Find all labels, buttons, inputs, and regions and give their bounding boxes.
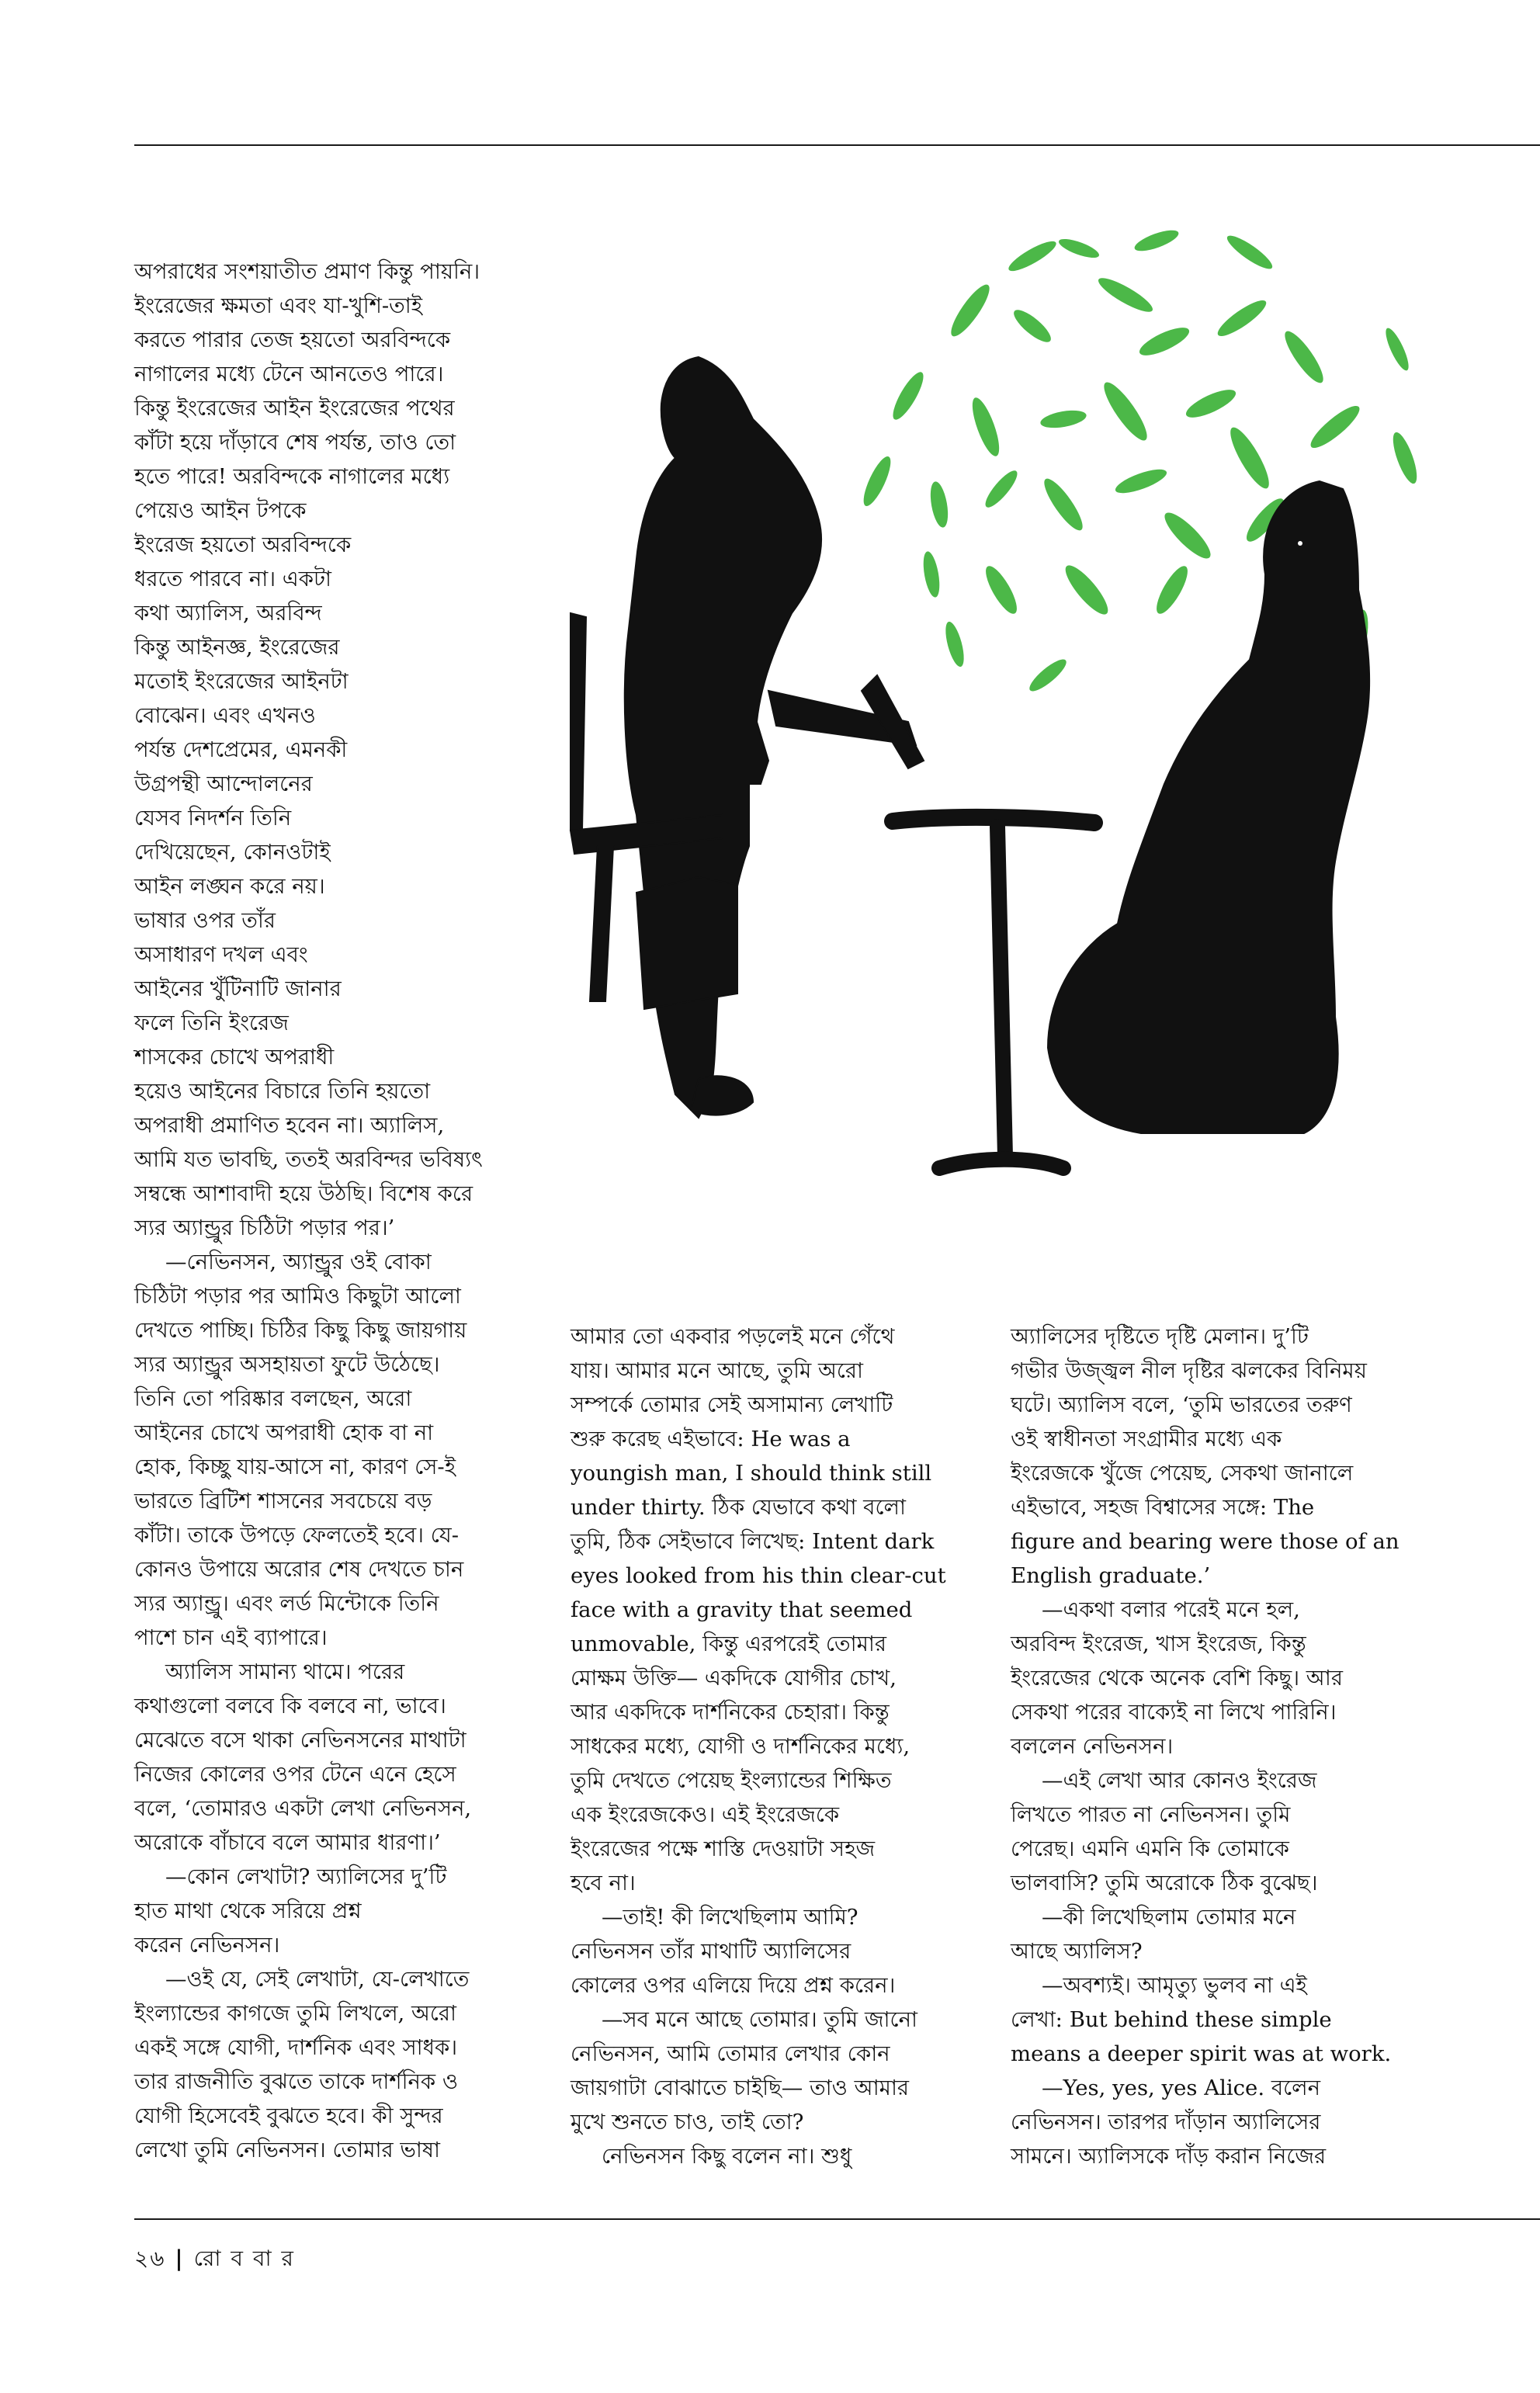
text-line: ফলে তিনি ইংরেজ (134, 1011, 289, 1035)
leaf-stroke (1306, 401, 1364, 453)
text-line: English graduate.’ (1011, 1563, 1211, 1588)
text-line: যেসব নিদর্শন তিনি (134, 806, 292, 831)
text-line: —কী লিখেছিলাম তোমার মনে (1042, 1905, 1296, 1930)
text-line: তিনি তো পরিষ্কার বলছেন, অরো (134, 1386, 412, 1411)
text-line: লিখতে পারত না নেভিনসন। তুমি (1011, 1802, 1291, 1827)
text-line: পেয়েও আইন টপকে (134, 498, 307, 523)
text-line: আমার তো একবার পড়লেই মনে গেঁথে (571, 1324, 895, 1349)
text-line: তুমি দেখতে পেয়েছ ইংল্যান্ডের শিক্ষিত (571, 1768, 892, 1793)
text-line: ইংরেজের থেকে অনেক বেশি কিছু। আর (1011, 1666, 1343, 1691)
leaf-stroke (1214, 295, 1271, 341)
leaf-stroke (1094, 272, 1156, 317)
text-line: নেভিনসন তাঁর মাথাটি অ্যালিসের (571, 1939, 852, 1964)
leaf-stroke (1136, 322, 1193, 361)
left-figure-silhouette (571, 357, 924, 1118)
text-line: অরবিন্দ ইংরেজ, খাস ইংরেজ, কিন্তু (1011, 1632, 1306, 1656)
text-line: স্যর অ্যান্ড্রুর চিঠিটা পড়ার পর।’ (134, 1216, 395, 1240)
leaf-stroke (1060, 560, 1114, 620)
text-line: অপরাধের সংশয়াতীত প্রমাণ কিন্তু পায়নি। (134, 259, 480, 284)
leaf-stroke (981, 466, 1021, 512)
text-line: পাশে চান এই ব্যাপারে। (134, 1625, 328, 1650)
leaf-stroke (942, 620, 968, 669)
text-line: —ওই যে, সেই লেখাটা, যে-লেখাতে (165, 1967, 470, 1992)
leaf-stroke (921, 550, 942, 598)
text-line: অপরাধী প্রমাণিত হবেন না। অ্যালিস, (134, 1113, 445, 1138)
leaf-stroke (858, 453, 896, 509)
leaf-stroke (945, 280, 995, 341)
text-line: গভীর উজ্জ্বল নীল দৃষ্টির ঝলকের বিনিময় (1011, 1358, 1367, 1383)
text-line: আইনের খুঁটিনাটি জানার (134, 976, 342, 1001)
text-line: কাঁটা হয়ে দাঁড়াবে শেষ পর্যন্ত, তাও তো (134, 430, 456, 455)
text-line: ইংরেজের পক্ষে শাস্তি দেওয়াটা সহজ (571, 1836, 876, 1861)
leaf-stroke (1113, 465, 1170, 498)
publication-name: রো ব বা র (193, 2246, 295, 2271)
text-line: কিন্তু ইংরেজের আইন ইংরেজের পথের (134, 396, 455, 421)
text-line: কাঁটা। তাকে উপড়ে ফেলতেই হবে। যে- (134, 1523, 460, 1548)
leaf-stroke (1224, 423, 1275, 493)
text-line: ইংল্যান্ডের কাগজে তুমি লিখলে, অরো (134, 2001, 457, 2026)
text-line: —তাই! কী লিখেছিলাম আমি? (602, 1905, 858, 1930)
text-line: অ্যালিস সামান্য থামে। পরের (165, 1659, 405, 1684)
text-line: স্যর অ্যান্ড্রু। এবং লর্ড মিন্টোকে তিনি (134, 1591, 439, 1616)
text-line: হাত মাথা থেকে সরিয়ে প্রশ্ন (134, 1899, 362, 1923)
leaf-stroke (1005, 237, 1060, 276)
footer-separator: | (175, 2246, 185, 2271)
text-line: —Yes, yes, yes Alice. বলেন (1042, 2076, 1321, 2100)
leaf-stroke (980, 562, 1022, 618)
leaf-stroke (1056, 235, 1101, 262)
text-line: অসাধারণ দখল এবং (134, 942, 308, 967)
text-line: মোক্ষম উক্তি— একদিকে যোগীর চোখ, (571, 1666, 897, 1691)
text-line: ইংরেজ হয়তো অরবিন্দকে (134, 532, 352, 557)
text-line: শুরু করেছ এইভাবে: He was a (571, 1427, 851, 1451)
text-line: আর একদিকে দার্শনিকের চেহারা। কিন্তু (571, 1700, 890, 1725)
text-line: যায়। আমার মনে আছে, তুমি অরো (571, 1358, 864, 1383)
text-line: অরোকে বাঁচাবে বলে আমার ধারণা।’ (134, 1830, 441, 1855)
leaf-stroke (1183, 384, 1240, 423)
text-line: figure and bearing were those of an (1011, 1529, 1400, 1554)
text-line: নাগালের মধ্যে টেনে আনতেও পারে। (134, 362, 444, 387)
text-line: —কোন লেখাটা? অ্যালিসের দু’টি (165, 1864, 447, 1889)
text-line: তার রাজনীতি বুঝতে তাকে দার্শনিক ও (134, 2069, 459, 2094)
text-line: আইন লঙ্ঘন করে নয়। (134, 874, 325, 899)
text-line: —সব মনে আছে তোমার। তুমি জানো (602, 2007, 917, 2032)
leaf-stroke (1098, 377, 1153, 445)
text-line: লেখো তুমি নেভিনসন। তোমার ভাষা (134, 2138, 440, 2162)
text-line: তুমি, ঠিক সেইভাবে লিখেছ: Intent dark (571, 1529, 935, 1554)
text-line: ধরতে পারবে না। একটা (134, 567, 331, 591)
text-line: শাসকের চোখে অপরাধী (134, 1045, 335, 1070)
leaf-stroke (1039, 408, 1088, 431)
text-line: হয়েও আইনের বিচারে তিনি হয়তো (134, 1079, 431, 1104)
leaf-stroke (1151, 562, 1193, 618)
text-line: under thirty. ঠিক যেভাবে কথা বলো (571, 1495, 907, 1520)
text-line: সেকথা পরের বাক্যেই না লিখে পারিনি। (1011, 1700, 1337, 1725)
text-line: ওই স্বাধীনতা সংগ্রামীর মধ্যে এক (1011, 1427, 1282, 1451)
text-line: কথাগুলো বলবে কি বলবে না, ভাবে। (134, 1694, 446, 1718)
text-line: সম্বন্ধে আশাবাদী হয়ে উঠছি। বিশেষ করে (134, 1181, 473, 1206)
right-figure-silhouette (1048, 481, 1369, 1133)
leaf-stroke (1039, 474, 1088, 535)
text-line: face with a gravity that seemed (571, 1597, 913, 1622)
text-line: youngish man, I should think still (571, 1461, 932, 1486)
text-line: বোঝেন। এবং এখনও (134, 703, 316, 728)
text-line: একই সঙ্গে যোগী, দার্শনিক এবং সাধক। (134, 2035, 458, 2060)
text-line: পর্যন্ত দেশপ্রেমের, এমনকী (134, 737, 348, 762)
illustration-two-figures-at-table-icon (442, 225, 1540, 1281)
text-line: সম্পর্কে তোমার সেই অসামান্য লেখাটি (571, 1392, 893, 1417)
leaf-stroke (1132, 226, 1181, 255)
text-line: কোনও উপায়ে অরোর শেষ দেখতে চান (134, 1557, 464, 1582)
text-line: —অবশ্যই। আমৃত্যু ভুলব না এই (1042, 1973, 1307, 1998)
text-line: উগ্রপন্থী আন্দোলনের (134, 772, 313, 796)
text-line: ভাষার ওপর তাঁর (134, 908, 276, 933)
text-line: আইনের চোখে অপরাধী হোক বা না (134, 1420, 434, 1445)
text-line: কিন্তু আইনজ্ঞ, ইংরেজের (134, 635, 340, 660)
text-line: নেভিনসন কিছু বলেন না। শুধু (602, 2144, 852, 2169)
leaf-stroke (1010, 305, 1056, 347)
text-line: unmovable, কিন্তু এরপরেই তোমার (571, 1632, 887, 1656)
top-rule (134, 144, 1540, 146)
leaf-stroke (928, 480, 951, 529)
text-line: বললেন নেভিনসন। (1011, 1734, 1174, 1759)
text-line: ভারতে ব্রিটিশ শাসনের সবচেয়ে বড় (134, 1489, 432, 1514)
text-line: আমি যত ভাবছি, ততই অরবিন্দর ভবিষ্যৎ (134, 1147, 483, 1172)
text-line: জায়গাটা বোঝাতে চাইছি— তাও আমার (571, 2076, 910, 2100)
text-line: যোগী হিসেবেই বুঝতে হবে। কী সুন্দর (134, 2103, 443, 2128)
text-line: মেঝেতে বসে থাকা নেভিনসনের মাথাটা (134, 1728, 467, 1753)
leaf-stroke (1279, 327, 1329, 387)
leaf-stroke (1382, 325, 1413, 373)
text-line: মতোই ইংরেজের আইনটা (134, 669, 349, 694)
text-line: সাধকের মধ্যে, যোগী ও দার্শনিকের মধ্যে, (571, 1734, 910, 1759)
leaf-stroke (1159, 507, 1216, 564)
text-line: ইংরেজকে খুঁজে পেয়েছ, সেকথা জানালে (1011, 1461, 1354, 1486)
text-line: বলে, ‘তোমারও একটা লেখা নেভিনসন, (134, 1796, 472, 1821)
text-line: দেখতে পাচ্ছি। চিঠির কিছু কিছু জায়গায় (134, 1318, 467, 1343)
text-column-2 (571, 1320, 990, 2173)
text-line: হবে না। (571, 1871, 636, 1895)
text-line: এইভাবে, সহজ বিশ্বাসের সঙ্গে: The (1011, 1495, 1315, 1520)
text-line: হতে পারে! অরবিন্দকে নাগালের মধ্যে (134, 464, 450, 489)
text-line: মুখে শুনতে চাও, তাই তো? (571, 2110, 804, 2135)
page-footer (134, 2243, 295, 2274)
text-line: —একথা বলার পরেই মনে হল, (1042, 1597, 1300, 1622)
leaf-stroke (1025, 655, 1070, 695)
text-line: নিজের কোলের ওপর টেনে এনে হেসে (134, 1762, 456, 1787)
text-column-3 (1011, 1320, 1430, 2173)
text-line: চিঠিটা পড়ার পর আমিও কিছুটা আলো (134, 1284, 461, 1309)
leaf-stroke (967, 395, 1004, 460)
text-line: আছে অ্যালিস? (1011, 1939, 1143, 1964)
text-line: পেরেছ। এমনি এমনি কি তোমাকে (1011, 1836, 1289, 1861)
bottom-rule (134, 2218, 1540, 2220)
text-line: স্যর অ্যান্ড্রুর অসহায়তা ফুটে উঠেছে। (134, 1352, 440, 1377)
text-line: লেখা: But behind these simple (1011, 2007, 1332, 2032)
text-line: ইংরেজের ক্ষমতা এবং যা-খুশি-তাই (134, 293, 423, 318)
page-number: ২৬ (134, 2246, 166, 2271)
text-line: means a deeper spirit was at work. (1011, 2041, 1392, 2066)
text-line: করতে পারার তেজ হয়তো অরবিন্দকে (134, 328, 451, 352)
text-line: অ্যালিসের দৃষ্টিতে দৃষ্টি মেলান। দু’টি (1011, 1324, 1309, 1349)
text-line: ভালবাসি? তুমি অরোকে ঠিক বুঝেছ। (1011, 1871, 1318, 1895)
text-line: eyes looked from his thin clear-cut (571, 1563, 946, 1588)
text-line: —নেভিনসন, অ্যান্ড্রুর ওই বোকা (165, 1250, 432, 1275)
text-line: ঘটে। অ্যালিস বলে, ‘তুমি ভারতের তরুণ (1011, 1392, 1352, 1417)
text-line: এক ইংরেজকেও। এই ইংরেজকে (571, 1802, 840, 1827)
text-line: কোলের ওপর এলিয়ে দিয়ে প্রশ্ন করেন। (571, 1973, 896, 1998)
leaf-stroke (1223, 231, 1276, 274)
text-line: করেন নেভিনসন। (134, 1933, 280, 1958)
text-line: সামনে। অ্যালিসকে দাঁড় করান নিজের (1011, 2144, 1327, 2169)
text-line: নেভিনসন। তারপর দাঁড়ান অ্যালিসের (1011, 2110, 1321, 2135)
text-line: কথা অ্যালিস, অরবিন্দ (134, 601, 322, 626)
leaf-stroke (888, 369, 928, 424)
text-line: হোক, কিচ্ছু যায়-আসে না, কারণ সে-ই (134, 1455, 456, 1479)
leaf-stroke (1389, 430, 1422, 487)
text-line: দেখিয়েছেন, কোনওটাই (134, 840, 331, 865)
text-line: —এই লেখা আর কোনও ইংরেজ (1042, 1768, 1317, 1793)
text-line: নেভিনসন, আমি তোমার লেখার কোন (571, 2041, 890, 2066)
